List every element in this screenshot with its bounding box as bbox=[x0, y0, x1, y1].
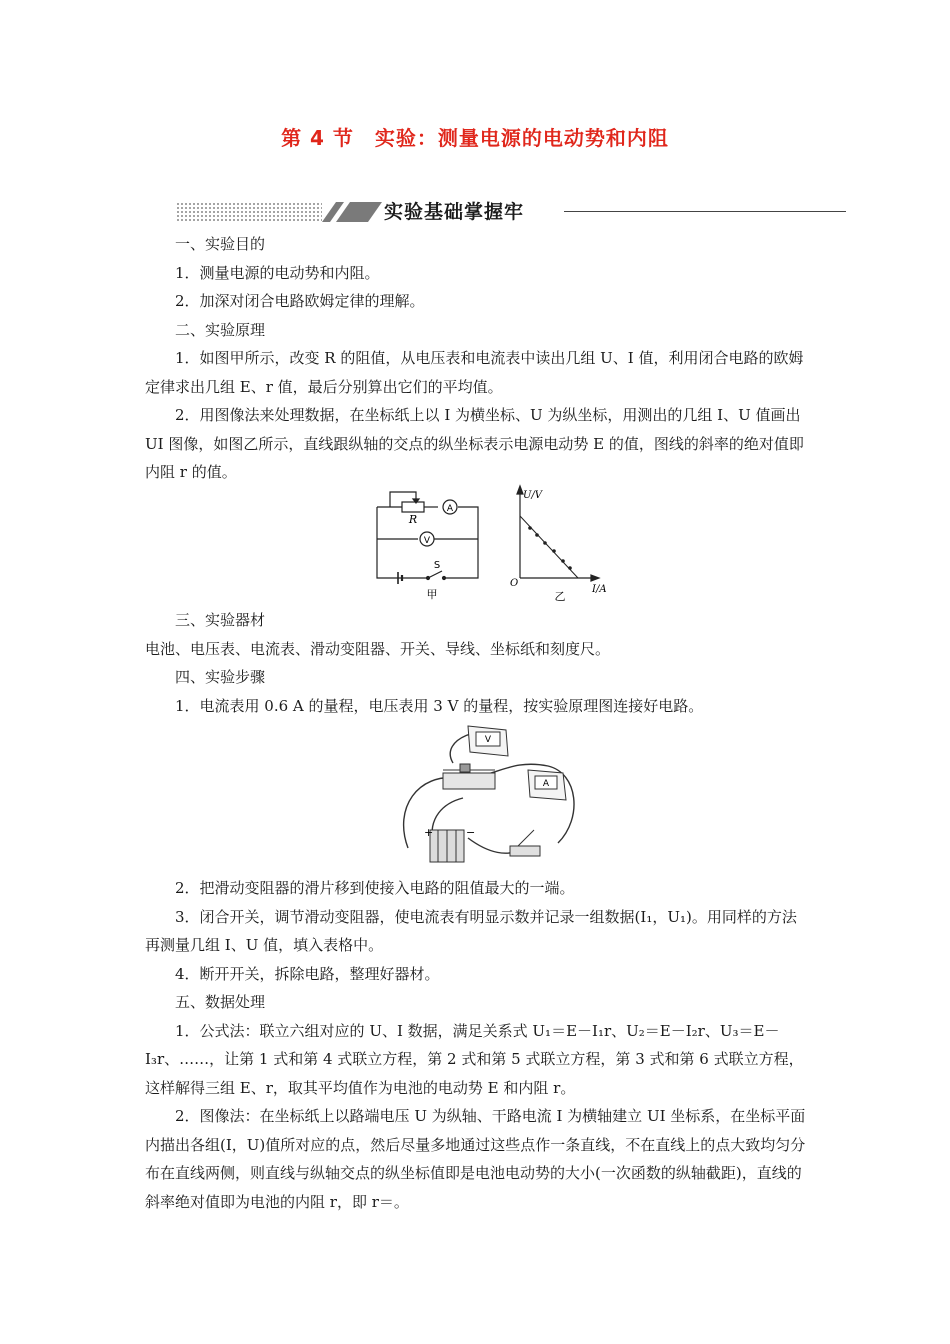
switch-label: S bbox=[433, 560, 441, 571]
page-title: 第 4 节 实验：测量电源的电动势和内阻 bbox=[281, 126, 669, 150]
text-block-mid bbox=[145, 606, 809, 720]
banner-title: 实验基础掌握牢 bbox=[384, 201, 525, 223]
paragraph: 1．测量电源的电动势和内阻。 bbox=[175, 263, 380, 282]
switch-icon bbox=[428, 571, 442, 578]
paragraph: 3．闭合开关，调节滑动变阻器，使电流表有明显示数并记录一组数据(I₁，U₁)。用同样的方法再测量几组 I、U 值，填入表格中。 bbox=[145, 907, 797, 954]
x-axis-label: I/A bbox=[592, 584, 607, 595]
battery-minus: − bbox=[466, 826, 476, 839]
voltmeter-label: V bbox=[423, 536, 431, 546]
origin-label: O bbox=[510, 578, 519, 589]
banner-wedge-icon bbox=[322, 202, 382, 222]
heading-equipment: 三、实验器材 bbox=[175, 611, 266, 629]
heading-data-processing: 五、数据处理 bbox=[175, 993, 266, 1011]
data-point bbox=[552, 549, 556, 553]
ammeter-letter: A bbox=[542, 779, 550, 789]
caption-right: 乙 bbox=[554, 590, 566, 603]
switch-icon bbox=[510, 830, 540, 856]
banner-rule bbox=[564, 211, 846, 212]
figure-circuit-and-graph bbox=[360, 480, 630, 605]
data-point bbox=[543, 541, 547, 545]
banner-dot-pattern bbox=[176, 202, 322, 222]
paragraph: 2．把滑动变阻器的滑片移到使接入电路的阻值最大的一端。 bbox=[175, 879, 575, 897]
battery-plus: + bbox=[424, 826, 434, 839]
paragraph: 2．加深对闭合电路欧姆定律的理解。 bbox=[175, 292, 425, 310]
paragraph: 1．如图甲所示，改变 R 的阻值，从电压表和电流表中读出几组 U、I 值，利用闭合电路的欧姆定律求出几组 E、r 值，最后分别算出它们的平均值。 bbox=[145, 349, 804, 396]
caption-left: 甲 bbox=[426, 588, 438, 601]
paragraph: 2．用图像法来处理数据，在坐标纸上以 I 为横坐标、U 为纵坐标，用测出的几组 I、U 值画出 UI 图像，如图乙所示，直线跟纵轴的交点的纵坐标表示电源电动势 E 的值，图线的斜率的绝对值即内阻 r 的值。 bbox=[145, 406, 804, 481]
battery-icon bbox=[430, 830, 464, 862]
heading-purpose: 一、实验目的 bbox=[175, 235, 266, 253]
paragraph: 4．断开开关，拆除电路，整理好器材。 bbox=[175, 964, 440, 983]
paragraph: 1．电流表用 0.6 A 的量程，电压表用 3 V 的量程，按实验原理图连接好电路。 bbox=[175, 696, 704, 715]
y-axis-label: U/V bbox=[523, 490, 543, 501]
voltmeter-letter: V bbox=[484, 735, 492, 745]
heading-steps: 四、实验步骤 bbox=[175, 668, 266, 686]
data-point bbox=[561, 559, 565, 563]
data-point bbox=[568, 566, 572, 570]
resistor-label: R bbox=[408, 513, 418, 526]
data-point bbox=[528, 526, 532, 530]
text-block-bottom bbox=[145, 874, 809, 1216]
section-banner bbox=[176, 198, 846, 226]
heading-principle: 二、实验原理 bbox=[175, 320, 266, 339]
paragraph: 2．图像法：在坐标纸上以路端电压 U 为纵轴、干路电流 I 为横轴建立 UI 坐标系，在坐标平面内描出各组(I，U)值所对应的点，然后尽量多地通过这些点作一条直线，不在直线上的点大致均匀分布在直线两侧，则直线与纵轴交点的纵坐标值即是电池电动势的大小(一次函数的纵轴截距)，直线的斜率绝对值即为电池的内阻 r，即 r＝。 bbox=[145, 1107, 806, 1211]
ammeter-label: A bbox=[446, 504, 454, 514]
text-block-top bbox=[145, 230, 809, 487]
paragraph: 电池、电压表、电流表、滑动变阻器、开关、导线、坐标纸和刻度尺。 bbox=[145, 639, 611, 658]
data-point bbox=[535, 533, 539, 537]
paragraph: 1．公式法：联立六组对应的 U、I 数据，满足关系式 U₁＝E－I₁r、U₂＝E－I₂r、U₃＝E－I₃r、……，让第 1 式和第 4 式联立方程，第 2 式和第 5 式联立方程，第 3 式和第 6 式联立方程，这样解得三组 E、r，取其平均值作为电池的电动势 E 和内阻 r。 bbox=[145, 1021, 804, 1097]
figure-apparatus bbox=[398, 718, 583, 868]
rheostat-icon bbox=[443, 764, 495, 789]
